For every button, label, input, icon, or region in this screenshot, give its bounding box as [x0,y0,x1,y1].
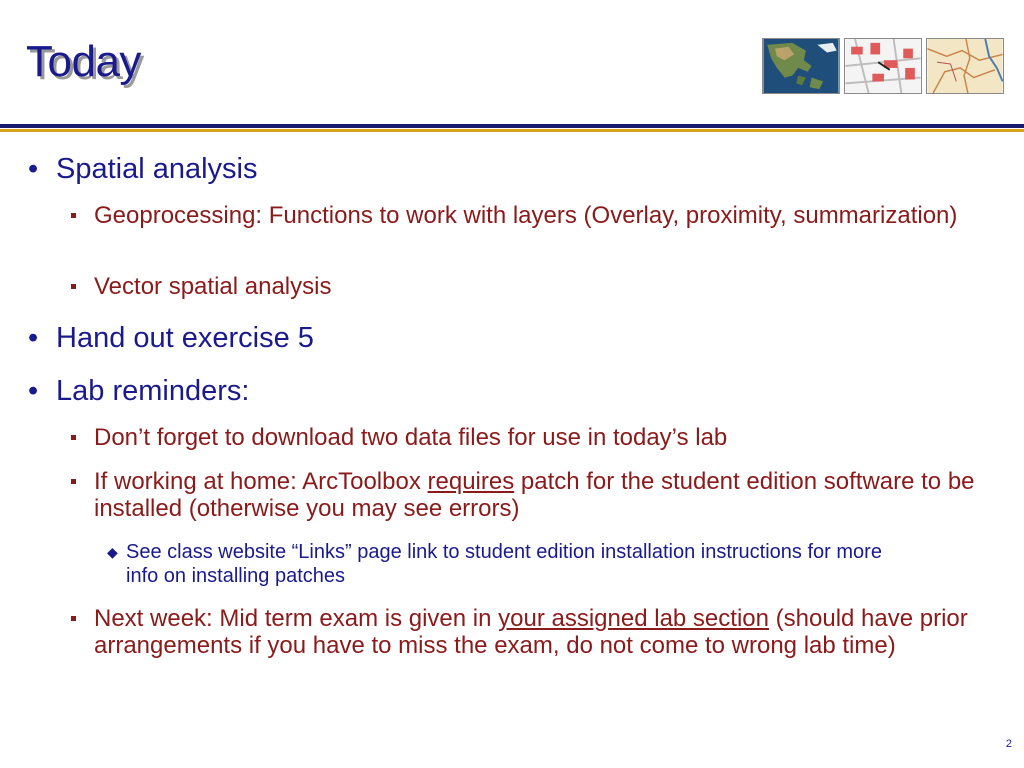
bullet-square [71,284,76,289]
bullet-dot: • [28,322,39,354]
bullet-dot: • [28,153,39,185]
bullet-square [71,616,76,621]
lab-section-emphasis: your assigned lab section [498,605,769,632]
map-thumbnails [762,38,1004,94]
bullet-square [71,435,76,440]
requires-emphasis: requires [427,468,515,495]
satellite-map-icon [762,38,840,94]
bullet-square [71,479,76,484]
title-rule-gold [0,129,1024,132]
page-number: 2 [1005,738,1012,750]
diamond-bullet-icon: ◆ [107,544,118,560]
bullet-dot: • [28,375,39,407]
road-map-icon [926,38,1004,94]
title-rule-blue [0,124,1024,128]
campus-map-icon [844,38,922,94]
slide-title: Today [26,37,141,86]
bullet-square [71,213,76,218]
